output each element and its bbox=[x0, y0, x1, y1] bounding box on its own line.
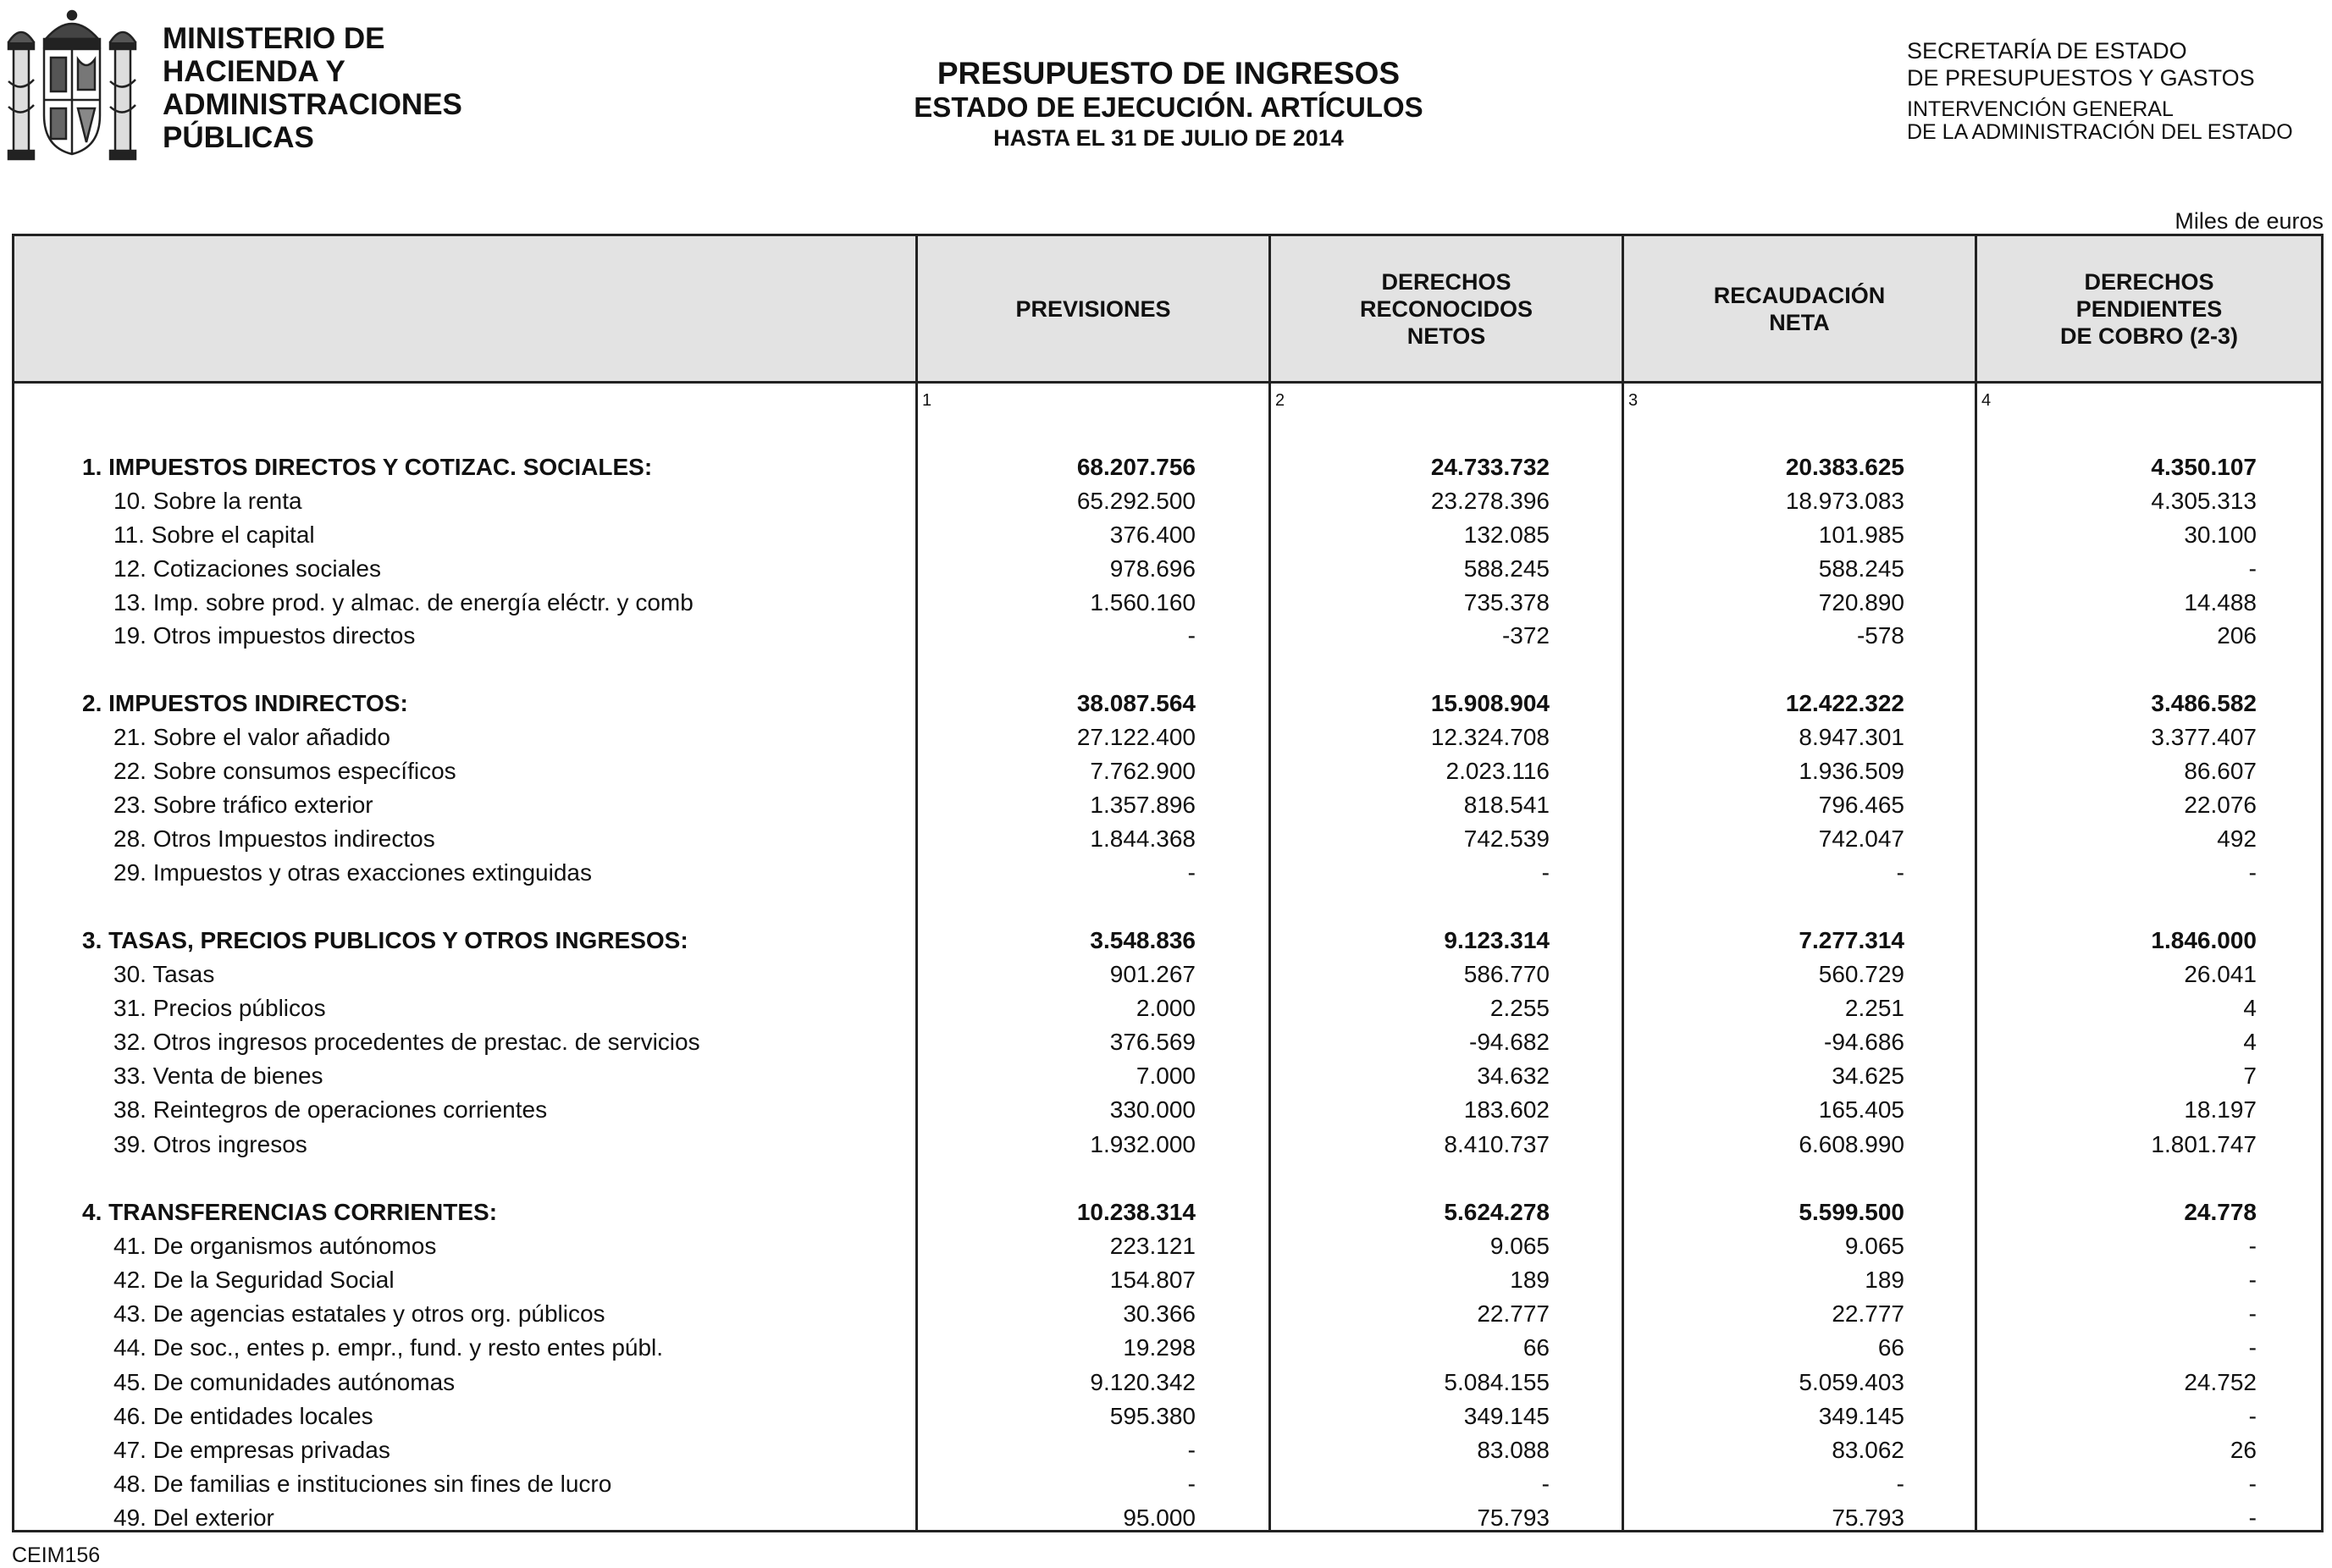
table-row bbox=[14, 484, 2321, 518]
cell-value: 588.245 bbox=[1818, 555, 1904, 582]
cell-value: 978.696 bbox=[1109, 555, 1196, 582]
table-row bbox=[14, 1093, 2321, 1127]
cell-value: 5.624.278 bbox=[1444, 1199, 1550, 1225]
cell-value: 376.569 bbox=[1109, 1029, 1196, 1055]
table-row bbox=[14, 721, 2321, 754]
report-title: PRESUPUESTO DE INGRESOS bbox=[937, 56, 1401, 91]
cell-value: 7.277.314 bbox=[1799, 927, 1904, 953]
cell-value: 2.023.116 bbox=[1445, 758, 1550, 784]
cell-value: 1.357.896 bbox=[1090, 792, 1196, 818]
table-row bbox=[14, 1467, 2321, 1501]
cell-value: 2.000 bbox=[1136, 995, 1196, 1021]
ministry-name bbox=[163, 22, 462, 154]
row-label: 1. IMPUESTOS DIRECTOS Y COTIZAC. SOCIALES: bbox=[82, 454, 653, 480]
column-number: 1 bbox=[922, 391, 932, 410]
cell-value: 223.121 bbox=[1109, 1233, 1196, 1259]
ministry-line: ADMINISTRACIONES bbox=[163, 88, 462, 121]
cell-value: 7.762.900 bbox=[1090, 758, 1196, 784]
row-label: 48. De familias e instituciones sin fines de lucro bbox=[113, 1471, 612, 1497]
cell-value: 4 bbox=[2243, 1029, 2257, 1055]
cell-value: 3.377.407 bbox=[2151, 724, 2257, 750]
row-label: 12. Cotizaciones sociales bbox=[113, 555, 381, 582]
row-label: 29. Impuestos y otras exacciones extinguidas bbox=[113, 859, 592, 886]
report-subtitle: ESTADO DE EJECUCIÓN. ARTÍCULOS bbox=[914, 91, 1423, 123]
cell-value: 206 bbox=[2217, 622, 2257, 649]
cell-value: 4.305.313 bbox=[2151, 488, 2257, 514]
column-header-recaudacion bbox=[1624, 236, 1975, 381]
cell-value: 6.608.990 bbox=[1799, 1131, 1904, 1157]
cell-value: - bbox=[2248, 1267, 2257, 1293]
cell-value: 8.947.301 bbox=[1799, 724, 1904, 750]
cell-value: 22.076 bbox=[2184, 792, 2257, 818]
cell-value: 595.380 bbox=[1109, 1403, 1196, 1429]
coat-of-arms-icon bbox=[5, 5, 139, 166]
table-row bbox=[14, 1331, 2321, 1365]
cell-value: 26 bbox=[2230, 1437, 2257, 1463]
intervencion-line: DE LA ADMINISTRACIÓN DEL ESTADO bbox=[1907, 120, 2293, 144]
ministry-line: HACIENDA Y bbox=[163, 55, 345, 88]
cell-value: 26.041 bbox=[2184, 961, 2257, 987]
report-title-block bbox=[762, 56, 1575, 152]
cell-value: - bbox=[1187, 1471, 1196, 1497]
cell-value: 560.729 bbox=[1818, 961, 1904, 987]
cell-value: 65.292.500 bbox=[1076, 488, 1196, 514]
row-label: 31. Precios públicos bbox=[113, 995, 326, 1021]
cell-value: 5.084.155 bbox=[1444, 1369, 1550, 1395]
cell-value: 66 bbox=[1522, 1334, 1550, 1361]
cell-value: 8.410.737 bbox=[1444, 1131, 1550, 1157]
cell-value: - bbox=[2248, 1471, 2257, 1497]
table-row bbox=[14, 1400, 2321, 1433]
cell-value: 30.366 bbox=[1123, 1300, 1196, 1327]
cell-value: 101.985 bbox=[1818, 522, 1904, 548]
cell-value: 1.846.000 bbox=[2151, 927, 2257, 953]
secretaria-line: DE PRESUPUESTOS Y GASTOS bbox=[1907, 65, 2255, 91]
table-row bbox=[14, 788, 2321, 822]
row-label: 19. Otros impuestos directos bbox=[113, 622, 416, 649]
cell-value: 2.255 bbox=[1489, 995, 1550, 1021]
table-row bbox=[14, 552, 2321, 586]
cell-value: - bbox=[2248, 859, 2257, 886]
column-number: 3 bbox=[1628, 391, 1638, 410]
cell-value: - bbox=[1187, 1437, 1196, 1463]
row-label: 28. Otros Impuestos indirectos bbox=[113, 825, 435, 852]
cell-value: 12.324.708 bbox=[1430, 724, 1550, 750]
column-header-pendientes bbox=[1977, 236, 2321, 381]
column-header-line: RECONOCIDOS bbox=[1359, 295, 1533, 322]
cell-value: 23.278.396 bbox=[1430, 488, 1550, 514]
column-header-line: NETA bbox=[1769, 309, 1830, 335]
cell-value: 9.065 bbox=[1489, 1233, 1550, 1259]
cell-value: 132.085 bbox=[1463, 522, 1550, 548]
column-header-line: PENDIENTES bbox=[2075, 295, 2223, 322]
cell-value: - bbox=[2248, 1233, 2257, 1259]
cell-value: 189 bbox=[1865, 1267, 1904, 1293]
column-header-line: PREVISIONES bbox=[1015, 295, 1171, 322]
cell-value: -578 bbox=[1856, 622, 1904, 649]
table-row bbox=[14, 991, 2321, 1025]
table-row bbox=[14, 1433, 2321, 1467]
column-number: 2 bbox=[1275, 391, 1285, 410]
row-label: 45. De comunidades autónomas bbox=[113, 1369, 456, 1395]
cell-value: - bbox=[1187, 859, 1196, 886]
cell-value: 2.251 bbox=[1844, 995, 1904, 1021]
column-header-line: NETOS bbox=[1406, 323, 1486, 349]
table-row bbox=[14, 687, 2321, 721]
cell-value: 34.632 bbox=[1477, 1063, 1550, 1089]
cell-value: 9.123.314 bbox=[1444, 927, 1550, 953]
cell-value: - bbox=[1896, 859, 1904, 886]
row-label: 33. Venta de bienes bbox=[113, 1063, 323, 1089]
table-row bbox=[14, 1501, 2321, 1535]
cell-value: 3.486.582 bbox=[2151, 690, 2257, 716]
cell-value: 901.267 bbox=[1109, 961, 1196, 987]
cell-value: 9.065 bbox=[1844, 1233, 1904, 1259]
cell-value: 14.488 bbox=[2184, 589, 2257, 616]
column-header-line: DERECHOS bbox=[1381, 268, 1511, 295]
row-label: 13. Imp. sobre prod. y almac. de energía eléctr. y comb bbox=[113, 589, 694, 616]
table-row bbox=[14, 1366, 2321, 1400]
row-label: 39. Otros ingresos bbox=[113, 1131, 307, 1157]
cell-value: 1.936.509 bbox=[1799, 758, 1904, 784]
row-label: 21. Sobre el valor añadido bbox=[113, 724, 390, 750]
cell-value: 376.400 bbox=[1109, 522, 1196, 548]
row-label: 46. De entidades locales bbox=[113, 1403, 373, 1429]
cell-value: 34.625 bbox=[1832, 1063, 1904, 1089]
row-label: 38. Reintegros de operaciones corrientes bbox=[113, 1096, 548, 1123]
cell-value: 818.541 bbox=[1463, 792, 1550, 818]
table-row bbox=[14, 958, 2321, 991]
row-label: 47. De empresas privadas bbox=[113, 1437, 390, 1463]
row-label: 44. De soc., entes p. empr., fund. y resto entes públ. bbox=[113, 1334, 664, 1361]
row-label: 42. De la Seguridad Social bbox=[113, 1267, 395, 1293]
cell-value: 330.000 bbox=[1109, 1096, 1196, 1123]
cell-value: 20.383.625 bbox=[1785, 454, 1904, 480]
column-header-line: RECAUDACIÓN bbox=[1713, 282, 1886, 308]
cell-value: 796.465 bbox=[1818, 792, 1904, 818]
cell-value: 18.197 bbox=[2184, 1096, 2257, 1123]
units-label: Miles de euros bbox=[2175, 208, 2324, 234]
ministry-line: MINISTERIO DE bbox=[163, 22, 385, 55]
row-label: 3. TASAS, PRECIOS PUBLICOS Y OTROS INGRESOS: bbox=[82, 927, 688, 953]
cell-value: 19.298 bbox=[1123, 1334, 1196, 1361]
cell-value: - bbox=[2248, 1300, 2257, 1327]
row-label: 41. De organismos autónomos bbox=[113, 1233, 437, 1259]
cell-value: - bbox=[1541, 1471, 1550, 1497]
cell-value: 735.378 bbox=[1463, 589, 1550, 616]
table-row bbox=[14, 924, 2321, 958]
table-row bbox=[14, 450, 2321, 484]
cell-value: 83.088 bbox=[1477, 1437, 1550, 1463]
table-row bbox=[14, 1059, 2321, 1093]
cell-value: 154.807 bbox=[1109, 1267, 1196, 1293]
cell-value: -372 bbox=[1501, 622, 1550, 649]
cell-value: 7 bbox=[2243, 1063, 2257, 1089]
cell-value: -94.682 bbox=[1469, 1029, 1550, 1055]
row-label: 10. Sobre la renta bbox=[113, 488, 302, 514]
table-row bbox=[14, 518, 2321, 552]
cell-value: 27.122.400 bbox=[1076, 724, 1196, 750]
cell-value: 83.062 bbox=[1832, 1437, 1904, 1463]
table-row bbox=[14, 1025, 2321, 1059]
row-label: 23. Sobre tráfico exterior bbox=[113, 792, 373, 818]
column-header-previsiones bbox=[918, 236, 1268, 381]
column-header-derechos-reconocidos bbox=[1271, 236, 1622, 381]
cell-value: 492 bbox=[2217, 825, 2257, 852]
row-label: 11. Sobre el capital bbox=[113, 522, 315, 548]
row-label: 2. IMPUESTOS INDIRECTOS: bbox=[82, 690, 408, 716]
ministry-line: PÚBLICAS bbox=[163, 121, 314, 154]
secretaria-line: SECRETARÍA DE ESTADO bbox=[1907, 38, 2187, 63]
cell-value: 7.000 bbox=[1136, 1063, 1196, 1089]
cell-value: - bbox=[2248, 1403, 2257, 1429]
cell-value: 22.777 bbox=[1477, 1300, 1550, 1327]
cell-value: 86.607 bbox=[2184, 758, 2257, 784]
cell-value: 15.908.904 bbox=[1430, 690, 1550, 716]
table-row bbox=[14, 1195, 2321, 1229]
cell-value: 1.932.000 bbox=[1090, 1131, 1196, 1157]
cell-value: 10.238.314 bbox=[1076, 1199, 1196, 1225]
row-label: 49. Del exterior bbox=[113, 1505, 274, 1531]
table-row bbox=[14, 1128, 2321, 1162]
row-label: 43. De agencias estatales y otros org. públicos bbox=[113, 1300, 605, 1327]
cell-value: 66 bbox=[1877, 1334, 1904, 1361]
cell-value: 1.801.747 bbox=[2151, 1131, 2257, 1157]
cell-value: 24.778 bbox=[2184, 1199, 2257, 1225]
cell-value: 12.422.322 bbox=[1785, 690, 1904, 716]
cell-value: - bbox=[2248, 1505, 2257, 1531]
table-row bbox=[14, 754, 2321, 788]
table-row bbox=[14, 1297, 2321, 1331]
cell-value: 95.000 bbox=[1123, 1505, 1196, 1531]
row-label: 32. Otros ingresos procedentes de prestac. de servicios bbox=[113, 1029, 700, 1055]
cell-value: 189 bbox=[1510, 1267, 1550, 1293]
cell-value: 68.207.756 bbox=[1076, 454, 1196, 480]
cell-value: 349.145 bbox=[1818, 1403, 1904, 1429]
intervencion-line: INTERVENCIÓN GENERAL bbox=[1907, 97, 2174, 121]
column-number: 4 bbox=[1981, 391, 1992, 410]
cell-value: 18.973.083 bbox=[1785, 488, 1904, 514]
cell-value: 75.793 bbox=[1477, 1505, 1550, 1531]
table-row bbox=[14, 822, 2321, 856]
cell-value: 22.777 bbox=[1832, 1300, 1904, 1327]
cell-value: 742.539 bbox=[1463, 825, 1550, 852]
cell-value: 165.405 bbox=[1818, 1096, 1904, 1123]
cell-value: - bbox=[1187, 622, 1196, 649]
cell-value: 38.087.564 bbox=[1076, 690, 1196, 716]
cell-value: 5.599.500 bbox=[1799, 1199, 1904, 1225]
table-row bbox=[14, 1263, 2321, 1297]
cell-value: 742.047 bbox=[1818, 825, 1904, 852]
cell-value: 1.560.160 bbox=[1090, 589, 1196, 616]
table-row bbox=[14, 856, 2321, 890]
cell-value: - bbox=[2248, 555, 2257, 582]
cell-value: 24.733.732 bbox=[1430, 454, 1550, 480]
cell-value: 1.844.368 bbox=[1090, 825, 1196, 852]
report-code: CEIM156 bbox=[12, 1543, 101, 1567]
cell-value: - bbox=[1896, 1471, 1904, 1497]
column-header-line: DE COBRO (2-3) bbox=[2059, 323, 2238, 349]
cell-value: 30.100 bbox=[2184, 522, 2257, 548]
cell-value: 3.548.836 bbox=[1090, 927, 1196, 953]
table-row bbox=[14, 586, 2321, 620]
table-row bbox=[14, 619, 2321, 653]
cell-value: 75.793 bbox=[1832, 1505, 1904, 1531]
cell-value: 720.890 bbox=[1818, 589, 1904, 616]
table-row bbox=[14, 1229, 2321, 1263]
cell-value: - bbox=[2248, 1334, 2257, 1361]
report-period: HASTA EL 31 DE JULIO DE 2014 bbox=[993, 125, 1344, 151]
cell-value: 24.752 bbox=[2184, 1369, 2257, 1395]
row-label: 4. TRANSFERENCIAS CORRIENTES: bbox=[82, 1199, 498, 1225]
issuer-block bbox=[1907, 37, 2293, 144]
cell-value: 4 bbox=[2243, 995, 2257, 1021]
cell-value: 349.145 bbox=[1463, 1403, 1550, 1429]
cell-value: 588.245 bbox=[1463, 555, 1550, 582]
cell-value: - bbox=[1541, 859, 1550, 886]
cell-value: 183.602 bbox=[1463, 1096, 1550, 1123]
cell-value: 9.120.342 bbox=[1090, 1369, 1196, 1395]
cell-value: -94.686 bbox=[1824, 1029, 1904, 1055]
column-header-line: DERECHOS bbox=[2084, 268, 2214, 295]
row-label: 30. Tasas bbox=[113, 961, 215, 987]
row-label: 22. Sobre consumos específicos bbox=[113, 758, 456, 784]
cell-value: 5.059.403 bbox=[1799, 1369, 1904, 1395]
cell-value: 586.770 bbox=[1463, 961, 1550, 987]
cell-value: 4.350.107 bbox=[2151, 454, 2257, 480]
